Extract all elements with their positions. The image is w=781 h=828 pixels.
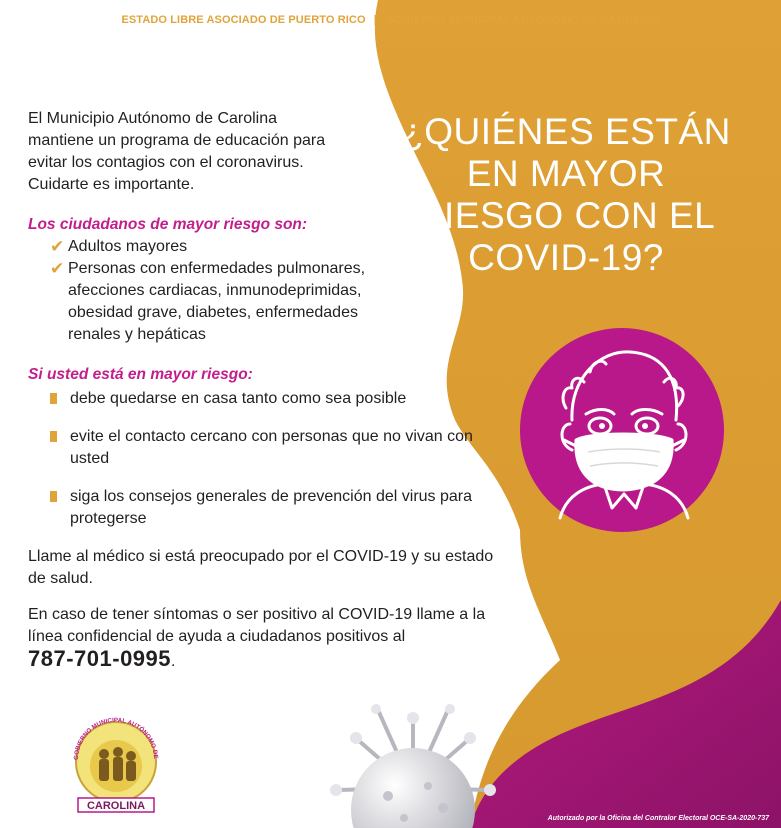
helpline-paragraph xyxy=(28,604,508,673)
if-risk-heading: Si usted está en mayor riesgo: xyxy=(28,366,253,383)
intro-line: Cuidarte es importante. xyxy=(28,176,195,193)
title-line: ¿QUIÉNES ESTÁN xyxy=(401,111,731,152)
intro-line: mantiene un programa de educación para xyxy=(28,132,326,149)
doctor-note: Llame al médico si está preocupado por el COVID-19 y su estado de salud. xyxy=(28,548,494,587)
square-bullet-icon xyxy=(50,491,57,502)
header-right: GOBIERNO MUNICIPAL AUTÓNOMO DE CAROLINA xyxy=(385,14,660,26)
title-line: EN MAYOR xyxy=(466,153,666,194)
if-risk-item xyxy=(50,486,510,530)
square-bullet-icon xyxy=(50,393,57,404)
coronavirus-icon xyxy=(318,700,508,828)
risk-heading: Los ciudadanos de mayor riesgo son: xyxy=(28,216,308,233)
if-risk-item xyxy=(50,426,510,470)
square-bullet-icon xyxy=(50,431,57,442)
risk-item-text: Adultos mayores xyxy=(68,238,188,255)
if-risk-item-text: debe quedarse en casa tanto como sea posible xyxy=(70,390,407,407)
header-bar xyxy=(0,14,781,26)
helpline-period: . xyxy=(171,653,176,670)
intro-line: evitar los contagios con el coronavirus. xyxy=(28,154,304,171)
header-separator: | xyxy=(373,14,377,26)
helpline-phone: 787-701-0995 xyxy=(28,646,172,671)
header-left: ESTADO LIBRE ASOCIADO DE PUERTO RICO xyxy=(121,14,366,26)
intro-line: El Municipio Autónomo de Carolina xyxy=(28,110,278,127)
risk-item xyxy=(50,258,380,346)
intro-paragraph xyxy=(28,108,328,196)
municipal-seal-icon xyxy=(68,712,164,816)
elderly-man-mask-icon xyxy=(520,328,724,532)
title-line: COVID-19? xyxy=(468,237,664,278)
main-content xyxy=(28,108,528,673)
risk-item xyxy=(50,236,380,258)
footer-authorization: Autorizado por la Oficina del Contralor Electoral OCE-SA-2020-737 xyxy=(547,815,769,822)
if-risk-item-text: siga los consejos generales de prevención del virus para protegerse xyxy=(70,488,473,527)
seal-name: CAROLINA xyxy=(86,800,146,812)
risk-list xyxy=(28,236,380,346)
if-risk-item xyxy=(50,388,510,410)
helpline-text: En caso de tener síntomas o ser positivo al COVID-19 llame a la línea confidencial de ayuda a ciudadanos positivos al xyxy=(28,606,486,645)
risk-item-text: Personas con enfermedades pulmonares, afecciones cardiacas, inmunodeprimidas, obesidad grave, diabetes, enfermedades renales y hepáticas xyxy=(68,260,366,343)
check-icon: ✔ xyxy=(50,259,65,278)
if-risk-item-text: evite el contacto cercano con personas que no vivan con usted xyxy=(70,428,473,467)
title-line: RIESGO CON EL xyxy=(416,195,716,236)
if-risk-list xyxy=(28,388,510,530)
seal-ring-text: GOBIERNO MUNICIPAL AUTÓNOMO DE xyxy=(72,716,160,761)
check-icon: ✔ xyxy=(50,237,65,256)
